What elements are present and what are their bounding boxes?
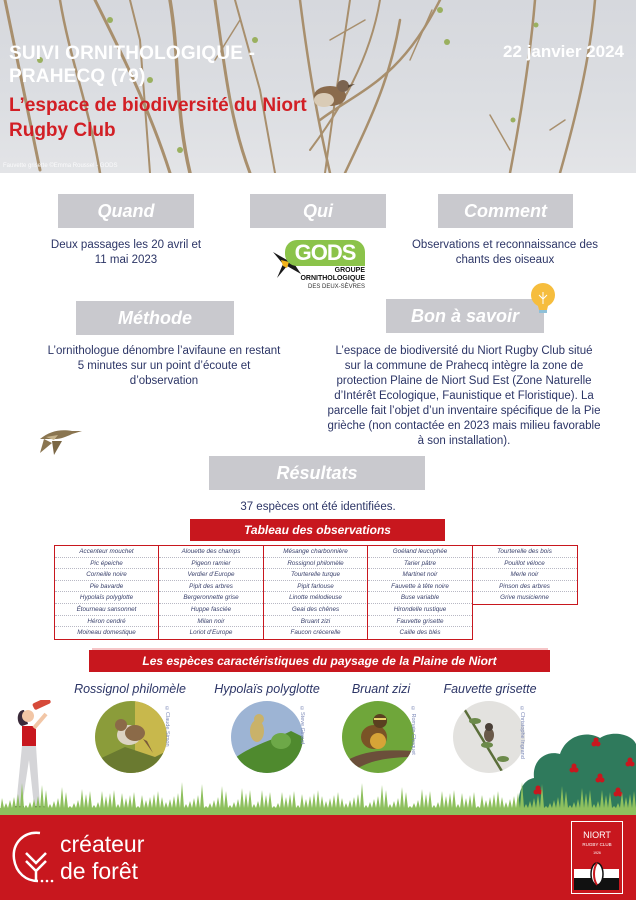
species-cell: Mésange charbonnière [264,546,368,558]
observations-table [55,545,578,640]
species-cell: Corneille noire [55,569,159,581]
species-cell: Tourterelle turque [264,569,368,581]
species-cell: Hypolaïs polyglotte [55,592,159,604]
species-cell: Rossignol philomèle [264,558,368,570]
species-cell: Pipit des arbres [159,581,263,593]
club-name: NIORT [583,830,611,840]
species-count: 37 espèces ont été identifiées. [240,501,396,513]
species-cell: Linotte mélodieuse [264,592,368,604]
rossignol-photo [95,701,167,773]
species-name: Bruant zizi [351,682,411,696]
heading-quand: Quand [58,194,194,228]
species-cell: Huppe fasciée [159,604,263,616]
table-title-banner: Tableau des observations [190,519,445,541]
species-cell: Pouillot véloce [473,558,577,570]
species-cell: Pinson des arbres [473,581,577,593]
brand-line-2: de forêt [60,858,138,884]
species-cell: Merle noir [473,569,577,581]
methode-text: L’ornithologue dénombre l’avifaune en restant 5 minutes sur un point d’écoute et d’observation [47,345,281,387]
hero-banner [0,0,636,173]
species-name: Fauvette grisette [443,682,537,696]
gods-line-3: DES DEUX-SÈVRES [307,284,365,290]
species-cell: Verdier d’Europe [159,569,263,581]
species-cell: Milan noir [159,616,263,628]
species-cell: Pic épeiche [55,558,159,570]
species-cell: Caille des blés [399,629,441,637]
species-cell: Pie bavarde [55,581,159,593]
table-column [54,545,160,640]
species-cell: Geai des chênes [264,604,368,616]
species-cell: Buse variable [368,592,472,604]
photo-credit: © Romain Choquet [410,706,416,755]
bon-a-savoir-text: L’espace de biodiversité du Niort Rugby Club situé sur la commune de Prahecq intègre la zone de protection Plaine de Niort Sud Est (Zone Naturelle d’Intérêt Ecologique, Faunistique et Floristique). La parcelle fait l’objet d’un inventaire spécifique de la Pie grièche (non contactée en 2023 mais milieu favorable à son installation). [327,345,601,447]
species-cell: Pigeon ramier [159,558,263,570]
characteristic-species-banner: Les espèces caractéristiques du paysage de la Plaine de Niort [89,650,550,672]
table-column [158,545,264,640]
species-name: Rossignol philomèle [74,682,186,696]
species-cell: Moineau domestique [77,629,136,637]
comment-text: Observations et reconnaissance des chants des oiseaux [411,239,599,266]
heading-methode: Méthode [76,301,234,335]
species-cell: Fauvette grisette [368,616,472,628]
species-cell: Tourterelle des bois [473,546,577,558]
photo-credit: Fauvette grisette ©Emma Roussel - GODS [3,163,118,169]
gods-line-1: GROUPE [334,267,365,274]
photo-credit: ©Steve Giraud [299,706,305,745]
gods-logo [271,240,367,296]
species-cell: Bruant zizi [264,616,368,628]
species-cell: Tarier pâtre [368,558,472,570]
species-cell: Loriot d’Europe [189,629,233,637]
table-column [367,545,473,640]
flying-bird-illustration [38,425,84,455]
bruant-photo [342,701,414,773]
gods-line-2: ORNITHOLOGIQUE [300,275,365,282]
species-cell: Grive musicienne [500,594,549,602]
species-name: Hypolaïs polyglotte [214,682,320,696]
species-cell: Étourneau sansonnet [55,604,159,616]
heading-bon-a-savoir: Bon à savoir [386,299,544,333]
species-cell: Alouette des champs [159,546,263,558]
species-cell: Pipit farlouse [264,581,368,593]
photo-credit: ©Claude Simon [164,706,170,747]
fauvette-photo [453,701,525,773]
species-cell: Héron cendré [55,616,159,628]
lightbulb-icon [528,282,558,318]
species-cell: Faucon crécerelle [290,629,341,637]
brand-line-1: créateur [60,831,145,857]
species-cell: Martinet noir [368,569,472,581]
gods-acronym: GODS [285,240,365,266]
club-year: 1926 [593,851,601,855]
hypolais-photo [231,701,303,773]
niort-rugby-club-badge [571,821,623,894]
createur-de-foret-logo-icon [10,829,58,885]
footer [0,815,636,900]
heading-resultats: Résultats [209,456,425,490]
table-column [263,545,369,640]
heading-comment: Comment [438,194,573,228]
rugby-ball-icon [588,861,606,887]
quand-text: Deux passages les 20 avril et 11 mai 2023 [50,239,202,266]
club-subtitle: RUGBY CLUB [582,842,612,847]
poster-date: 22 janvier 2024 [503,42,624,61]
poster-subtitle: L’espace de biodiversité du Niort Rugby Club [9,95,307,141]
heading-qui: Qui [250,194,386,228]
poster-title: SUIVI ORNITHOLOGIQUE - PRAHECQ (79) [9,43,256,87]
photo-credit: ©Christophe Ingrand [519,706,525,759]
species-cell: Goéland leucophée [368,546,472,558]
species-cell: Accenteur mouchet [55,546,159,558]
species-cell: Fauvette à tête noire [368,581,472,593]
table-column [472,545,578,605]
species-cell: Hirondelle rustique [368,604,472,616]
species-cell: Bergeronnette grise [159,592,263,604]
